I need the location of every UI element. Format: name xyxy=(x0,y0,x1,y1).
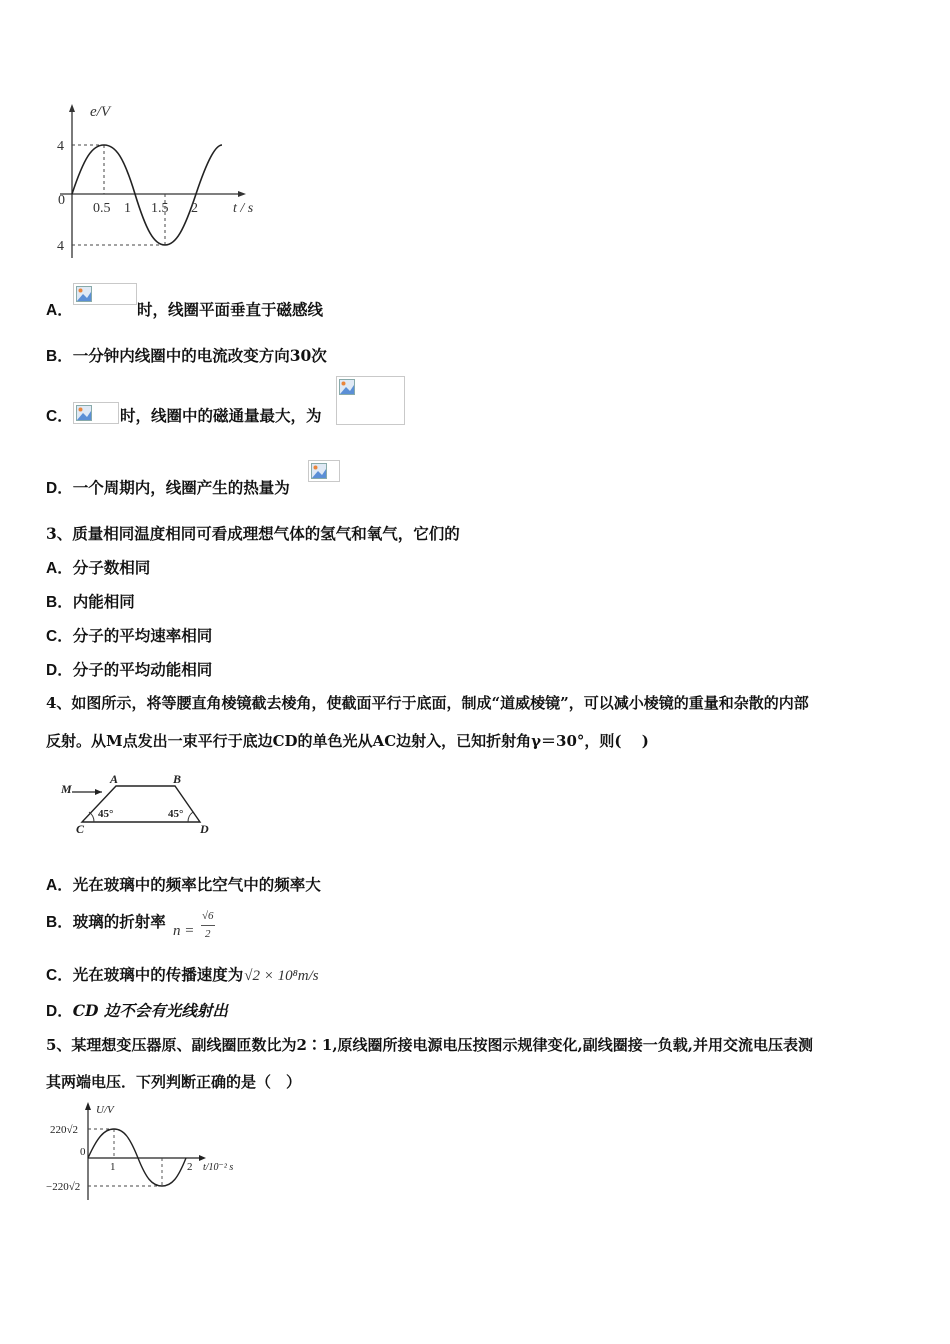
image-placeholder-icon xyxy=(311,463,327,479)
q4-option-c: C．光在玻璃中的传播速度为√2 × 10⁸m/s xyxy=(46,965,319,984)
q3-option-b: B．内能相同 xyxy=(46,592,135,611)
broken-image-icon xyxy=(73,402,119,424)
q4-option-b: B．玻璃的折射率 xyxy=(46,912,166,931)
graph1-origin: 0 xyxy=(58,193,65,208)
graph2-origin: 0 xyxy=(80,1146,86,1158)
graph2-y-bottom: −220√2 xyxy=(46,1181,81,1193)
refractive-index-numerator: √6 xyxy=(202,910,214,922)
voltage-time-graph xyxy=(44,1100,254,1205)
fraction-bar xyxy=(201,925,215,926)
image-placeholder-icon xyxy=(76,286,92,302)
prism-label-b: B xyxy=(173,772,182,786)
q5-stem-line1: 5、某理想变压器原、副线圈匝数比为2∶1,原线圈所接电源电压按图示规律变化,副线圈接一负载,并用交流电压表测 xyxy=(46,1036,813,1054)
q4-stem-line2: 反射。从M点发出一束平行于底边CD的单色光从AC边射入，已知折射角γ＝30°，则( ) xyxy=(46,732,649,750)
broken-image-icon xyxy=(73,283,137,305)
q2-option-a-text: 时，线圈平面垂直于磁感线 xyxy=(137,300,324,319)
q4-option-d: D．CD 边不会有光线射出 xyxy=(46,1001,228,1020)
graph1-y-tick-top: 4 xyxy=(57,139,64,154)
broken-image-icon xyxy=(336,376,405,425)
prism-angle-left: 45° xyxy=(98,808,114,820)
prism-label-a: A xyxy=(110,772,119,786)
graph1-x-tick-2: 2 xyxy=(191,201,198,216)
emf-time-graph xyxy=(50,100,265,265)
graph2-x-tick-1: 1 xyxy=(110,1161,116,1173)
graph2-y-label: U/V xyxy=(96,1104,114,1116)
q2-option-c: C． xyxy=(46,408,73,425)
graph2-x-label: t/10⁻² s xyxy=(203,1162,234,1173)
prism-angle-right: 45° xyxy=(168,808,184,820)
q3-option-d: D．分子的平均动能相同 xyxy=(46,660,213,679)
q3-stem: 3、质量相同温度相同可看成理想气体的氢气和氧气，它们的 xyxy=(46,524,460,543)
graph1-x-label: t / s xyxy=(233,201,254,216)
image-placeholder-icon xyxy=(76,405,92,421)
q3-option-c: C．分子的平均速率相同 xyxy=(46,626,213,645)
q5-stem-line2: 其两端电压．下列判断正确的是（ ） xyxy=(46,1073,302,1091)
prism-label-d: D xyxy=(200,822,209,834)
graph1-x-tick-1.5: 1.5 xyxy=(151,201,169,216)
q4-stem-line1: 4、如图所示，将等腰直角棱镜截去棱角，使截面平行于底面，制成“道威棱镜”，可以减小棱镜的重量和杂散的内部 xyxy=(46,694,809,712)
q3-option-a: A．分子数相同 xyxy=(46,558,151,577)
prism-label-m: M xyxy=(61,782,72,796)
graph1-x-tick-1: 1 xyxy=(124,201,131,216)
q2-option-d: D．一个周期内，线圈产生的热量为 xyxy=(46,478,290,497)
q4-option-a: A．光在玻璃中的频率比空气中的频率大 xyxy=(46,875,321,894)
refractive-index-denominator: 2 xyxy=(205,928,211,940)
graph2-x-tick-2: 2 xyxy=(187,1161,193,1173)
graph1-y-tick-bottom: 4 xyxy=(57,239,64,254)
image-placeholder-icon xyxy=(339,379,355,395)
prism-label-c: C xyxy=(76,822,85,834)
q2-option-a: A． xyxy=(46,302,73,319)
dove-prism-diagram xyxy=(58,772,218,834)
broken-image-icon xyxy=(308,460,340,482)
graph1-x-tick-0.5: 0.5 xyxy=(93,201,111,216)
graph1-y-label: e/V xyxy=(90,104,110,120)
refractive-index-lhs: n = xyxy=(173,923,195,939)
q2-option-c-text: 时，线圈中的磁通量最大，为 xyxy=(120,406,322,425)
graph2-y-top: 220√2 xyxy=(50,1124,79,1136)
q2-option-b: B．一分钟内线圈中的电流改变方向30次 xyxy=(46,346,327,365)
